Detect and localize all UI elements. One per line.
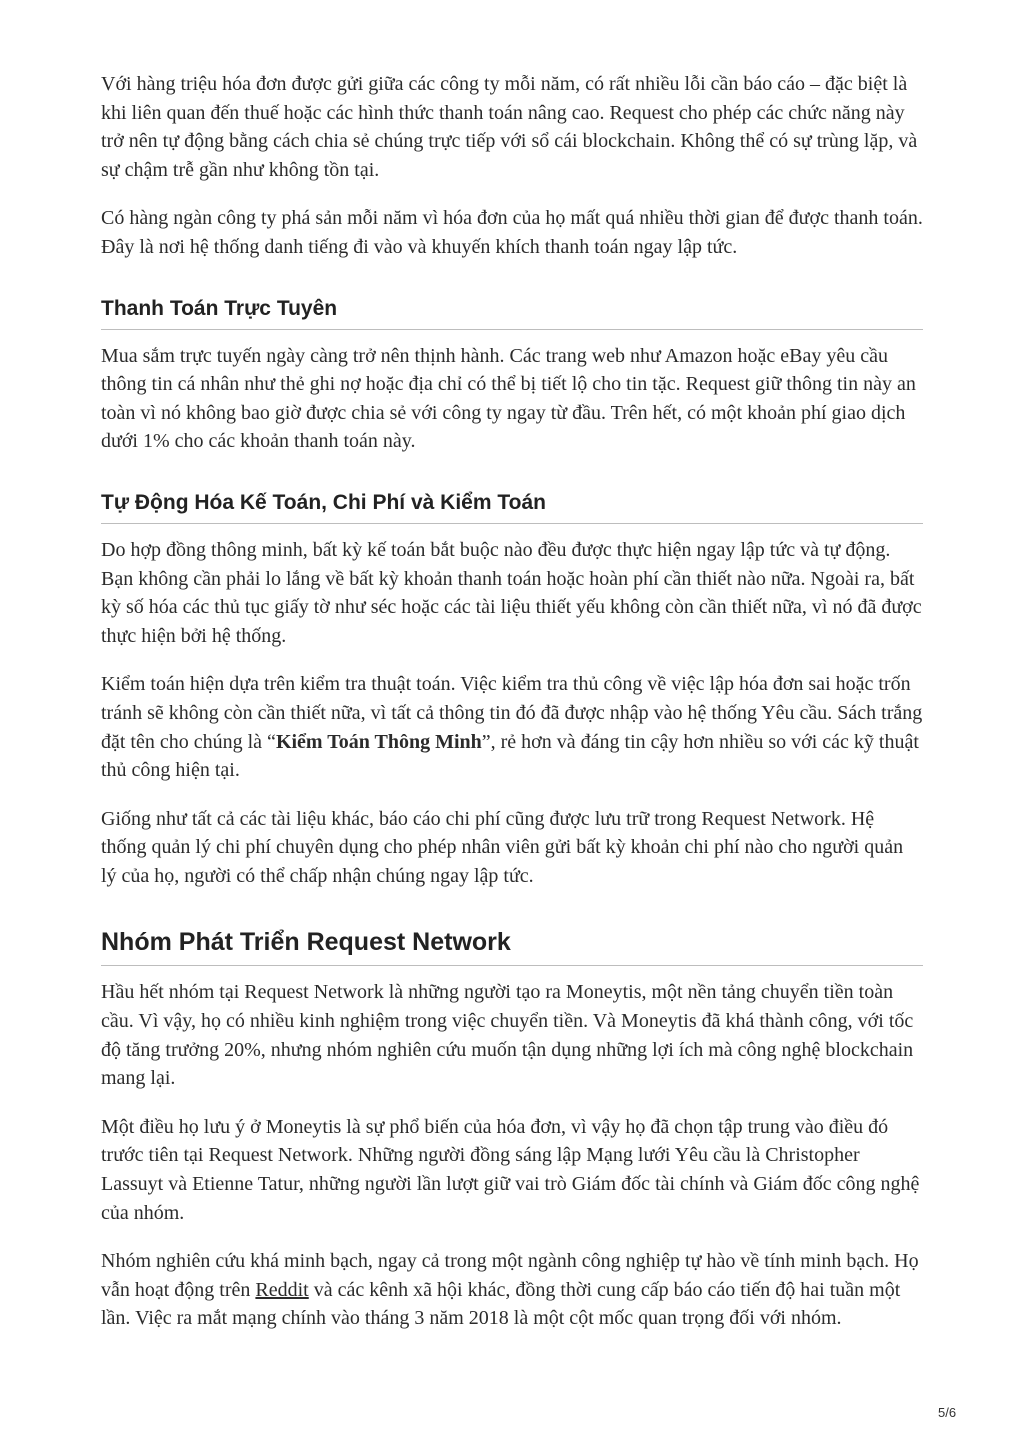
heading-online-payments: Thanh Toán Trực Tuyên bbox=[101, 282, 923, 330]
paragraph-moneytis: Hầu hết nhóm tại Request Network là những người tạo ra Moneytis, một nền tảng chuyển tiền toàn cầu. Vì vậy, họ có nhiều kinh nghiệm trong việc chuyển tiền. Và Moneytis đã khá thành công, với tốc độ tăng trưởng 20%, nhưng nhóm nghiên cứu muốn tận dụng những lợi ích mà công nghệ blockchain mang lại. bbox=[101, 981, 914, 1090]
paragraph-transparency bbox=[101, 1247, 923, 1333]
paragraph-bankruptcy: Có hàng ngàn công ty phá sản mỗi năm vì hóa đơn của họ mất quá nhiều thời gian để được thanh toán. Đây là nơi hệ thống danh tiếng đi vào và khuyến khích thanh toán ngay lập tức. bbox=[101, 207, 923, 258]
smart-audit-term: Kiểm Toán Thông Minh bbox=[275, 730, 482, 753]
paragraph-cofounders: Một điều họ lưu ý ở Moneytis là sự phổ biến của hóa đơn, vì vậy họ đã chọn tập trung vào điều đó trước tiên tại Request Network. Những người đồng sáng lập Mạng lưới Yêu cầu là Christopher Lassuyt và Etienne Tatur, những người lần lượt giữ vai trò Giám đốc tài chính và Giám đốc công nghệ của nhóm. bbox=[101, 1115, 920, 1224]
page-number: 5/6 bbox=[938, 1405, 957, 1420]
smart-audit-text-after: ”, rẻ hơn và đáng tin cậy hơn nhiều so với các kỹ thuật thủ công hiện tại. bbox=[101, 730, 919, 782]
paragraph-smart-audit bbox=[101, 670, 923, 784]
document-page bbox=[101, 70, 923, 1353]
heading-development-team: Nhóm Phát Triển Request Network bbox=[101, 910, 923, 966]
paragraph-expense-reports: Giống như tất cả các tài liệu khác, báo cáo chi phí cũng được lưu trữ trong Request Network. Hệ thống quản lý chi phí chuyên dụng cho phép nhân viên gửi bất kỳ khoản chi phí nào cho người quản lý của họ, người có thể chấp nhận chúng ngay lập tức. bbox=[101, 807, 904, 887]
transparency-text-after: và các kênh xã hội khác, đồng thời cung cấp báo cáo tiến độ hai tuần một lần. Việc ra mắt mạng chính vào tháng 3 năm 2018 là một cột mốc quan trọng đối với nhóm. bbox=[101, 1278, 901, 1330]
paragraph-invoices: Với hàng triệu hóa đơn được gửi giữa các công ty mỗi năm, có rất nhiều lỗi cần báo cáo – đặc biệt là khi liên quan đến thuế hoặc các hình thức thanh toán nâng cao. Request cho phép các chức năng này trở nên tự động bằng cách chia sẻ chúng trực tiếp với sổ cái blockchain. Không thể có sự trùng lặp, và sự chậm trễ gần như không tồn tại. bbox=[101, 73, 918, 181]
heading-accounting-automation: Tự Động Hóa Kế Toán, Chi Phí và Kiểm Toán bbox=[101, 476, 923, 524]
paragraph-smart-contracts: Do hợp đồng thông minh, bất kỳ kế toán bắt buộc nào đều được thực hiện ngay lập tức và tự động. Bạn không cần phải lo lắng về bất kỳ khoản thanh toán hoặc hoàn phí cần thiết nào nữa. Ngoài ra, bất kỳ số hóa các thủ tục giấy tờ như séc hoặc các tài liệu thiết yếu không còn cần thiết nữa, vì nó đã được thực hiện bởi hệ thống. bbox=[101, 538, 922, 647]
smart-audit-text-before: Kiểm toán hiện dựa trên kiểm tra thuật toán. Việc kiểm tra thủ công về việc lập hóa đơn sai hoặc trốn tránh sẽ không còn cần thiết nữa, vì tất cả thông tin đó đã được nhập vào hệ thống Yêu cầu. Sách trắng đặt tên cho chúng là “ bbox=[101, 673, 923, 753]
paragraph-online-shopping: Mua sắm trực tuyến ngày càng trở nên thịnh hành. Các trang web như Amazon hoặc eBay yêu cầu thông tin cá nhân như thẻ ghi nợ hoặc địa chỉ có thể bị tiết lộ cho tin tặc. Request giữ thông tin này an toàn vì nó không bao giờ được chia sẻ với công ty ngay từ đầu. Trên hết, có một khoản phí giao dịch dưới 1% cho các khoản thanh toán này. bbox=[101, 344, 916, 453]
reddit-link[interactable]: Reddit bbox=[255, 1278, 309, 1301]
transparency-text-before: Nhóm nghiên cứu khá minh bạch, ngay cả trong một ngành công nghiệp tự hào về tính minh bạch. Họ vẫn hoạt động trên bbox=[101, 1250, 919, 1301]
